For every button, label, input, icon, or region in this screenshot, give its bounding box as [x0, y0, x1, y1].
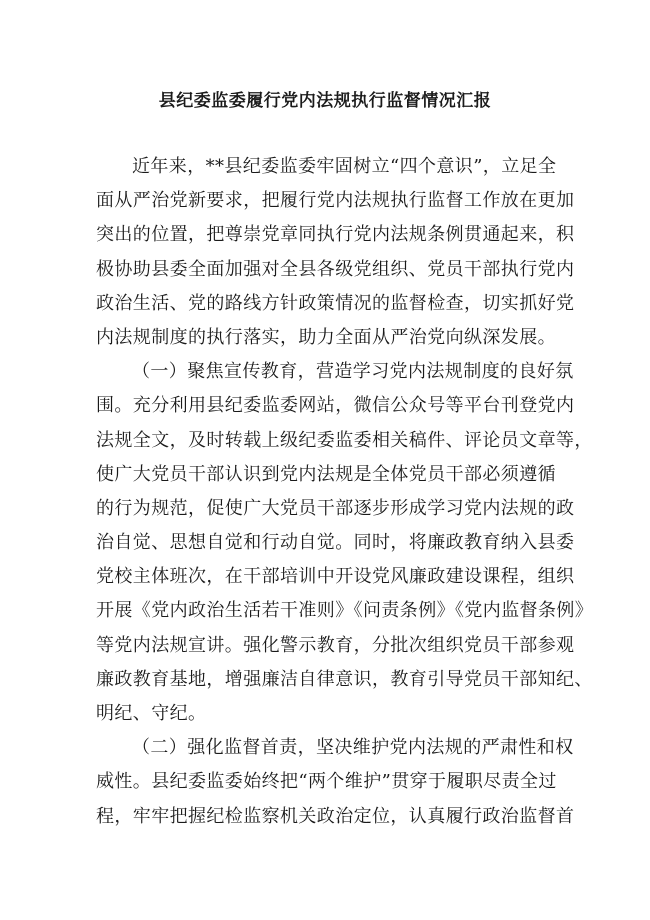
paragraph-2-line-7: 党校主体班次，在干部培训中开设党风廉政建设课程，组织: [96, 566, 575, 588]
paragraph-1-line-5: 政治生活、党的路线方针政策情况的监督检查，切实抓好党: [96, 292, 575, 314]
paragraph-2-line-3: 法规全文，及时转载上级纪委监委相关稿件、评论员文章等，: [96, 429, 593, 451]
paragraph-2-line-9: 等党内法规宣讲。强化警示教育，分批次组织党员干部参观: [96, 634, 575, 656]
paragraph-2-line-4: 使广大党员干部认识到党内法规是全体党员干部必须遵循: [96, 463, 556, 485]
paragraph-2-line-8: 开展《党内政治生活若干准则》《问责条例》《党内监督条例》: [96, 600, 594, 622]
paragraph-1-line-3: 突出的位置，把尊崇党章同执行党内法规条例贯通起来，积: [96, 224, 575, 246]
paragraph-3-line-3: 程，牢牢把握纪检监察机关政治定位，认真履行政治监督首: [96, 805, 575, 827]
paragraph-2-line-1: （一）聚焦宣传教育，营造学习党内法规制度的良好氛: [132, 361, 574, 383]
document-body: [96, 150, 594, 834]
document-title: 县纪委监委履行党内法规执行监督情况汇报: [158, 91, 492, 111]
paragraph-2-line-2: 围。充分利用县纪委监委网站，微信公众号等平台刊登党内: [96, 395, 575, 417]
paragraph-1-line-2: 面从严治党新要求，把履行党内法规执行监督工作放在更加: [96, 190, 575, 212]
paragraph-2-line-5: 的行为规范，促使广大党员干部逐步形成学习党内法规的政: [96, 497, 575, 519]
paragraph-1-line-4: 极协助县委全面加强对全县各级党组织、党员干部执行党内: [96, 258, 575, 280]
paragraph-1-line-6: 内法规制度的执行落实，助力全面从严治党向纵深发展。: [96, 326, 556, 348]
paragraph-2-line-10: 廉政教育基地，增强廉洁自律意识，教育引导党员干部知纪、: [96, 668, 593, 690]
paragraph-3-line-1: （二）强化监督首责，坚决维护党内法规的严肃性和权: [132, 737, 574, 759]
paragraph-1-line-1: 近年来，**县纪委监委牢固树立“四个意识”，立足全: [132, 156, 557, 177]
paragraph-2-line-6: 治自觉、思想自觉和行动自觉。同时，将廉政教育纳入县委: [96, 532, 575, 554]
paragraph-3-line-2: 威性。县纪委监委始终把“两个维护”贯穿于履职尽责全过: [96, 771, 557, 793]
paragraph-2-line-11: 明纪、守纪。: [96, 703, 207, 724]
